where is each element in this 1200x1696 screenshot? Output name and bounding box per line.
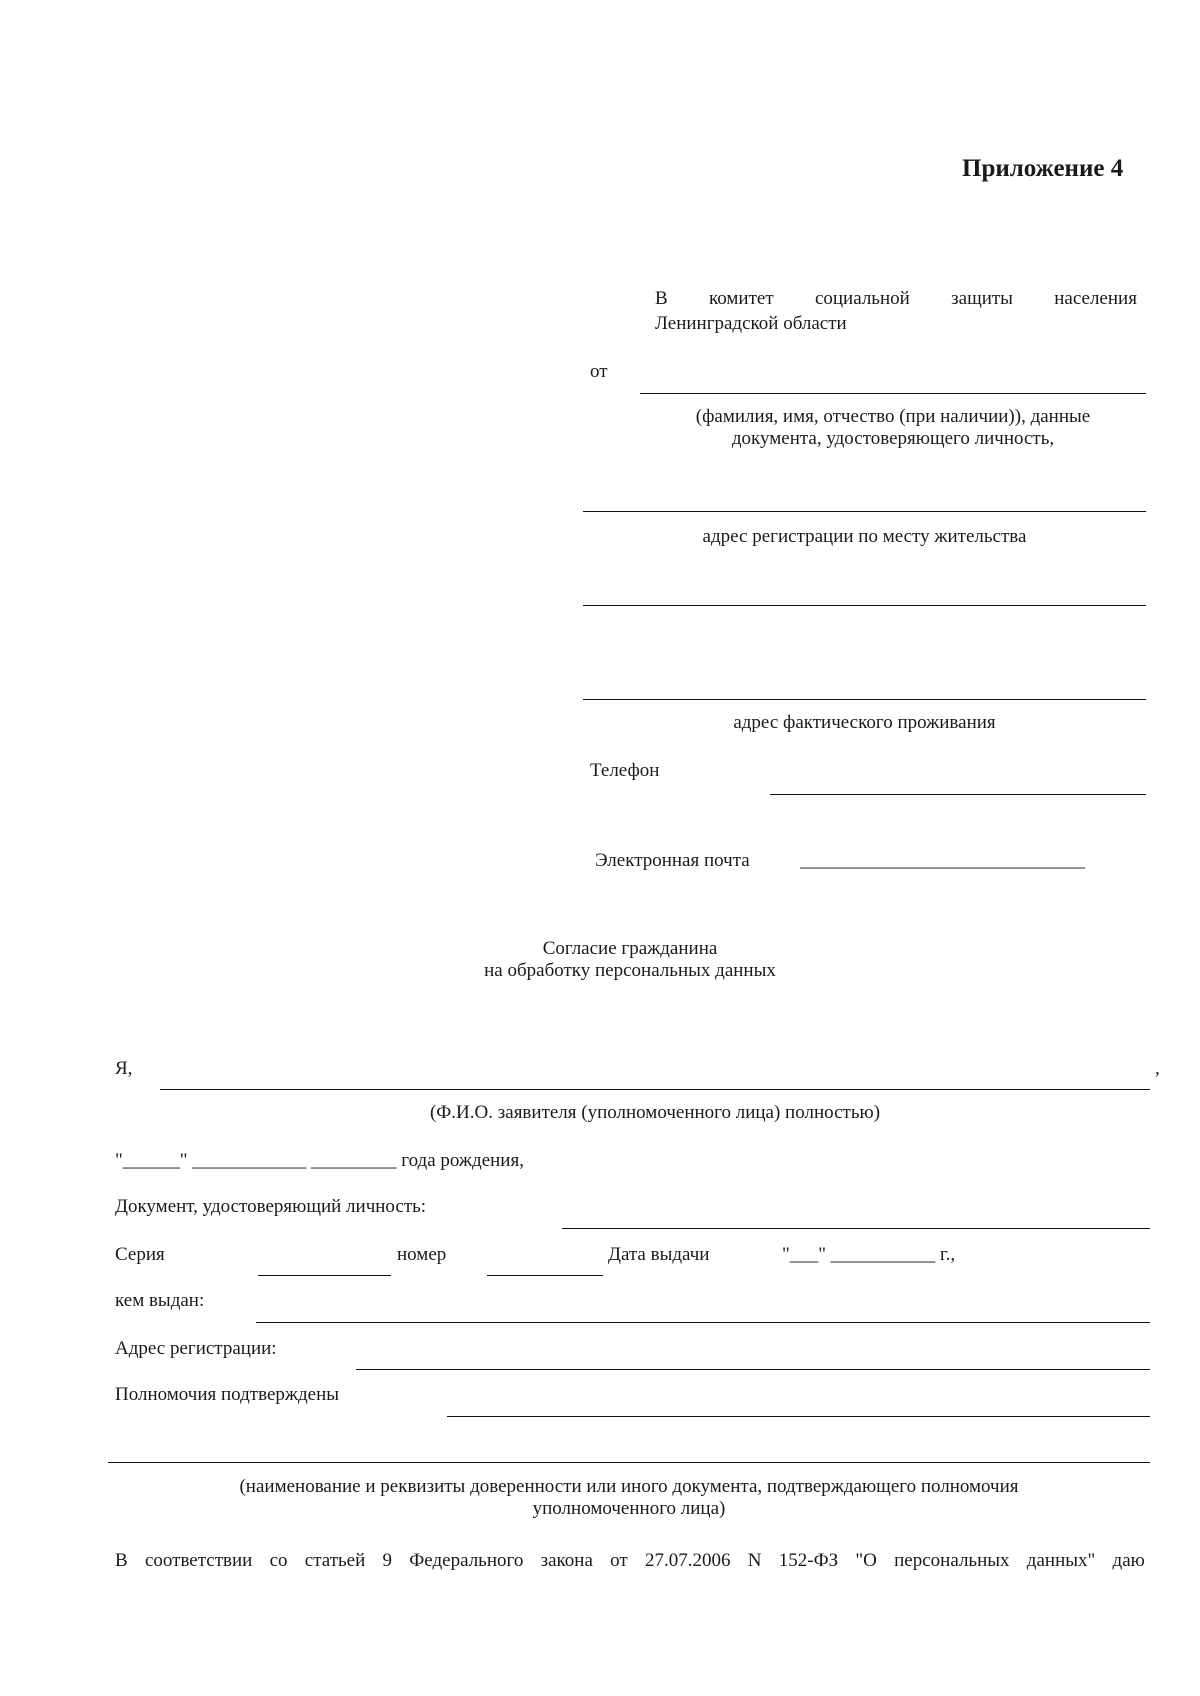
reg-address-hint: адрес регистрации по месту жительства — [702, 526, 1027, 547]
law-reference-line — [115, 1550, 1145, 1572]
addressee-word: В — [655, 288, 668, 309]
authority-line[interactable] — [447, 1416, 1150, 1417]
law-word: даю — [1112, 1550, 1145, 1571]
from-label: от — [590, 361, 608, 382]
law-word: персональных — [894, 1550, 1010, 1571]
birth-date-line[interactable]: "______" ____________ _________ года рождения, — [115, 1150, 524, 1171]
from-fio-line[interactable] — [640, 393, 1146, 394]
law-word: "О — [855, 1550, 877, 1571]
series-line[interactable] — [258, 1275, 391, 1276]
law-word: 9 — [382, 1550, 393, 1571]
phone-line[interactable] — [770, 794, 1146, 795]
i-label: Я, — [115, 1058, 133, 1079]
authority-hint-line-1: (наименование и реквизиты доверенности или иного документа, подтверждающего полномочия — [239, 1476, 1019, 1497]
id-doc-field-line[interactable] — [562, 1228, 1150, 1229]
reg-address-line[interactable] — [583, 605, 1146, 606]
actual-address-line[interactable] — [583, 699, 1146, 700]
addressee-word: населения — [1054, 288, 1137, 309]
body-reg-address-line[interactable] — [356, 1369, 1150, 1370]
email-blank[interactable]: ______________________________ — [800, 850, 1085, 871]
law-word: статьей — [304, 1550, 366, 1571]
addressee-word: комитет — [709, 288, 774, 309]
authority-label: Полномочия подтверждены — [115, 1384, 340, 1405]
document-title-line-2: на обработку персональных данных — [484, 960, 776, 981]
law-word: закона — [540, 1550, 593, 1571]
law-word: В — [115, 1550, 128, 1571]
reg-address-label: Адрес регистрации: — [115, 1338, 277, 1359]
fio-comma: , — [1155, 1058, 1160, 1079]
authority-doc-line[interactable] — [108, 1462, 1150, 1463]
phone-label: Телефон — [590, 760, 660, 781]
id-doc-line[interactable] — [583, 511, 1146, 512]
issued-by-line[interactable] — [256, 1322, 1150, 1323]
fio-hint-line-2: документа, удостоверяющего личность, — [731, 428, 1055, 449]
law-word: N — [747, 1550, 762, 1571]
addressee-line-1 — [655, 288, 1137, 310]
addressee-word: защиты — [951, 288, 1013, 309]
document-title — [0, 938, 1200, 982]
law-word: Федерального — [409, 1550, 524, 1571]
series-label: Серия — [115, 1244, 165, 1265]
addressee-word: социальной — [814, 288, 910, 309]
number-line[interactable] — [487, 1275, 603, 1276]
authority-hint — [108, 1476, 1150, 1520]
number-label: номер — [397, 1244, 447, 1265]
applicant-fio-hint: (Ф.И.О. заявителя (уполномоченного лица) полностью) — [429, 1102, 881, 1123]
id-doc-label: Документ, удостоверяющий личность: — [115, 1196, 427, 1217]
authority-hint-line-2: уполномоченного лица) — [532, 1498, 726, 1519]
issue-date-label: Дата выдачи — [608, 1244, 710, 1265]
applicant-fio-line[interactable] — [160, 1089, 1150, 1090]
law-word: 27.07.2006 — [645, 1550, 731, 1571]
law-word: от — [610, 1550, 628, 1571]
fio-hint — [640, 406, 1146, 450]
law-word: со — [269, 1550, 288, 1571]
issue-date-blank[interactable]: "___" ___________ г., — [782, 1244, 956, 1265]
issued-by-label: кем выдан: — [115, 1290, 205, 1311]
law-word: соответствии — [144, 1550, 253, 1571]
appendix-title: Приложение 4 — [962, 155, 1124, 182]
document-title-line-1: Согласие гражданина — [542, 938, 718, 959]
actual-address-hint: адрес фактического проживания — [733, 712, 996, 733]
email-label: Электронная почта — [595, 850, 750, 871]
law-word: 152-ФЗ — [778, 1550, 839, 1571]
addressee-line-2: Ленинградской области — [655, 313, 847, 334]
fio-hint-line-1: (фамилия, имя, отчество (при наличии)), данные — [695, 406, 1091, 427]
law-word: данных" — [1026, 1550, 1096, 1571]
